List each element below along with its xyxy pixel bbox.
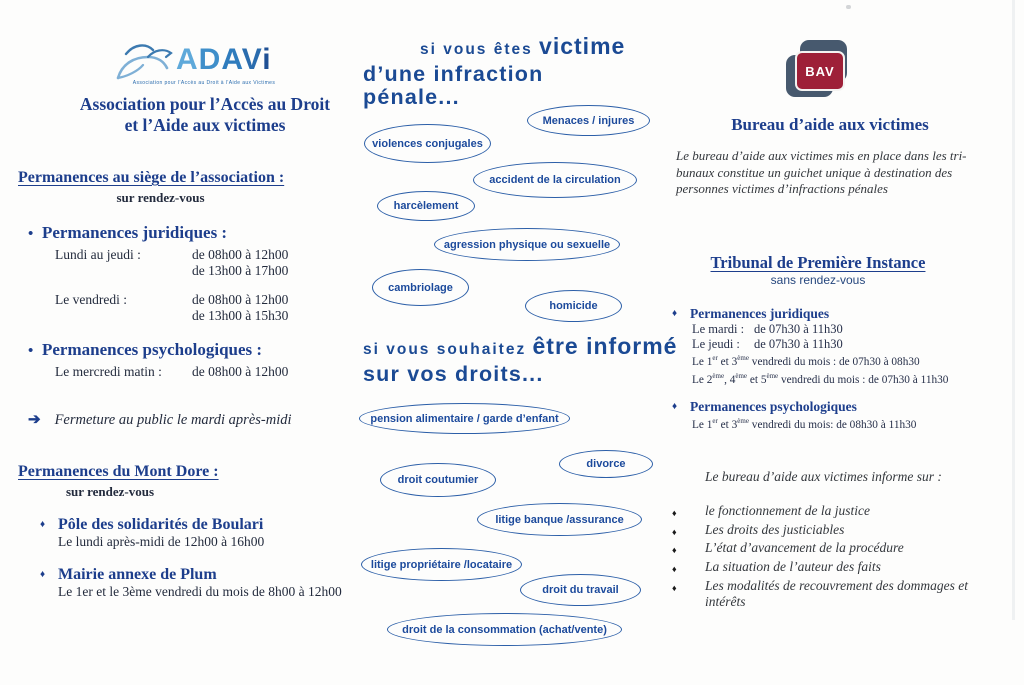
informe-item-text: Les droits des justiciables (705, 521, 845, 537)
schedule-row (55, 364, 358, 380)
permanence-section-title-text: Permanences juridiques : (42, 223, 228, 242)
informe-intro: Le bureau d’aide aux victimes informe sur : (705, 469, 942, 484)
siege-section (18, 168, 358, 430)
bullet-icon: • (28, 226, 34, 242)
schedule-times (192, 364, 288, 380)
victime-heading-line3: pénale... (363, 85, 460, 109)
topic-oval: droit de la consommation (achat/vente) (387, 613, 622, 646)
tribunal-schedule-row (692, 322, 964, 337)
siege-heading: Permanences au siège de l’association : (18, 169, 285, 186)
adavi-letter: A (176, 43, 199, 76)
mont-dore-item-title (40, 515, 363, 534)
diamond-bullet-icon: ♦ (672, 508, 677, 518)
diamond-bullet-icon: ♦ (672, 545, 677, 556)
informe-item-text: le fonctionnement de la justice (705, 503, 870, 518)
schedule-times (192, 292, 288, 323)
logo-tagline: Association pour l’Accès au Droit à l’Aide aux Victimes (132, 80, 276, 86)
topic-oval: litige propriétaire /locataire (361, 548, 522, 581)
topic-oval: droit du travail (520, 574, 641, 606)
informe-items (672, 503, 974, 610)
informe-item-text: L’état d’avancement de la procédure (705, 540, 904, 556)
informe-item-text: Les modalités de recouvrement des dommages et intérêts (705, 577, 968, 610)
siege-permanence-list (18, 222, 358, 380)
informe-section (672, 468, 974, 611)
diamond-bullet-icon: ♦ (672, 526, 677, 537)
tribunal-psy-lines (672, 415, 964, 433)
informe-item (672, 559, 974, 577)
topic-oval: divorce (559, 450, 653, 478)
adavi-letter: A (221, 43, 242, 76)
topic-oval: homicide (525, 290, 622, 322)
tribunal-psy-block (672, 399, 964, 433)
topic-oval: violences conjugales (364, 124, 491, 163)
mont-dore-item (18, 565, 363, 599)
victime-heading-big: victime (539, 33, 626, 59)
adavi-letter: D (198, 43, 222, 76)
droits-heading-line1 (363, 333, 677, 363)
closure-note-text: Fermeture au public le mardi après-midi (54, 411, 292, 428)
mont-dore-item-detail: Le 1er et le 3ème vendredi du mois de 8h00 à 12h00 (58, 584, 342, 599)
tribunal-heading: Tribunal de Première Instance (710, 253, 926, 272)
permanence-section-title (18, 222, 358, 245)
permanence-section (18, 222, 358, 323)
mont-dore-subheading: sur rendez-vous (66, 484, 154, 499)
dove-icon (112, 36, 180, 84)
topic-oval: pension alimentaire / garde d’enfant (359, 403, 570, 434)
tribunal-psy-title (672, 399, 964, 415)
droits-heading (363, 333, 677, 386)
victime-heading-lead: si vous êtes (420, 41, 540, 58)
bav-intro-paragraph (676, 148, 968, 198)
topic-oval: accident de la circulation (473, 162, 637, 198)
victime-heading-line2: d’une infraction (363, 62, 544, 86)
tribunal-schedule-line: Le 1er et 3ème vendredi du mois : de 07h30 à 08h30 (692, 354, 920, 368)
tribunal-schedule-row (692, 337, 964, 352)
scan-edge-line (1012, 0, 1015, 620)
mont-dore-item (18, 515, 363, 549)
tribunal-section (672, 252, 964, 433)
tribunal-schedule-line: Le 2ème, 4ème et 5ème vendredi du mois : de 07h30 à 11h30 (692, 371, 949, 386)
schedule-label: Le mercredi matin : (55, 364, 162, 379)
droits-heading-lead: si vous souhaitez (363, 341, 533, 358)
topic-oval: litige banque /assurance (477, 503, 642, 536)
adavi-letter: i (262, 43, 272, 76)
diamond-bullet-icon: ♦ (672, 308, 678, 319)
closure-note (28, 410, 358, 430)
schedule-row (55, 247, 358, 278)
adavi-letter: V (241, 43, 263, 76)
informe-item (672, 540, 974, 558)
schedule-time: de 13h00 à 15h30 (192, 307, 289, 323)
topic-oval: Menaces / injures (527, 105, 650, 136)
mont-dore-heading: Permanences du Mont Dore : (18, 463, 219, 480)
tribunal-schedule-label: Le jeudi : (692, 337, 740, 351)
bav-intro-line: Le bureau d’aide aux victimes mis en place dans les tri- (676, 148, 967, 163)
tribunal-juridiques-rows (672, 322, 964, 352)
schedule-label: Le vendredi : (55, 292, 127, 307)
schedule-label: Lundi au jeudi : (55, 247, 141, 262)
tribunal-schedule-line: Le 1er et 3ème vendredi du mois: de 08h30 à 11h30 (692, 417, 917, 431)
bav-intro-line: bunaux constitue un guichet unique à destination des (676, 164, 953, 180)
scan-speck (846, 5, 851, 9)
topic-oval: agression physique ou sexuelle (434, 228, 620, 261)
permanence-section-title (18, 339, 358, 362)
diamond-bullet-icon: ♦ (40, 569, 46, 580)
topic-oval: droit coutumier (380, 463, 496, 497)
tribunal-juridiques-title (672, 306, 964, 322)
diamond-bullet-icon: ♦ (672, 582, 677, 593)
schedule-time: de 13h00 à 17h00 (192, 262, 289, 278)
tribunal-schedule-value: de 07h30 à 11h30 (754, 337, 843, 351)
schedule-time: de 08h00 à 12h00 (192, 247, 289, 262)
schedule-row (55, 292, 358, 323)
informe-item (672, 503, 974, 521)
schedule-time: de 08h00 à 12h00 (192, 364, 289, 379)
droits-heading-big: être informé (532, 333, 678, 359)
tribunal-subheading: sans rendez-vous (770, 273, 866, 287)
informe-item (672, 522, 974, 540)
droits-heading-line2: sur vos droits... (363, 362, 544, 386)
siege-subheading: sur rendez-vous (116, 190, 205, 205)
tribunal-schedule-value: de 07h30 à 11h30 (754, 322, 843, 336)
association-title-line2: et l’Aide aux victimes (124, 114, 286, 135)
schedule-times (192, 247, 288, 278)
diamond-bullet-icon: ♦ (672, 401, 678, 413)
adavi-logo-text (176, 44, 272, 76)
bav-intro-line: personnes victimes d’infractions pénales (676, 181, 888, 196)
bullet-icon: • (28, 343, 34, 359)
association-title (50, 94, 360, 135)
tribunal-juridiques-title-text: Permanences juridiques (690, 306, 830, 321)
tribunal-juridiques-lines (672, 352, 964, 387)
arrow-icon: ➔ (28, 411, 41, 428)
permanence-section-title-text: Permanences psychologiques : (42, 340, 263, 359)
mont-dore-item-title (40, 565, 363, 584)
diamond-bullet-icon: ♦ (40, 519, 46, 530)
mont-dore-section (18, 462, 363, 599)
mont-dore-item-title-text: Mairie annexe de Plum (58, 566, 217, 583)
victime-heading-line1 (363, 33, 625, 63)
diamond-bullet-icon: ♦ (672, 564, 677, 575)
tribunal-schedule-label: Le mardi : (692, 322, 745, 336)
bav-logo (786, 40, 850, 100)
tribunal-psy-title-text: Permanences psychologiques (690, 399, 857, 415)
bav-logo-badge: BAV (795, 51, 845, 91)
mont-dore-item-detail: Le lundi après-midi de 12h00 à 16h00 (58, 534, 265, 549)
bav-heading: Bureau d’aide aux victimes (731, 115, 929, 134)
topic-oval: harcèlement (377, 191, 475, 221)
informe-item-text: La situation de l’auteur des faits (705, 559, 881, 575)
permanence-section (18, 339, 358, 380)
tribunal-juridiques-block (672, 306, 964, 387)
mont-dore-items (18, 515, 363, 599)
topic-oval: cambriolage (372, 269, 469, 306)
victime-heading (363, 33, 625, 109)
association-title-line1: Association pour l’Accès au Droit (79, 94, 331, 114)
schedule-time: de 08h00 à 12h00 (192, 292, 289, 307)
mont-dore-item-title-text: Pôle des solidarités de Boulari (58, 516, 264, 533)
informe-item (672, 578, 974, 610)
